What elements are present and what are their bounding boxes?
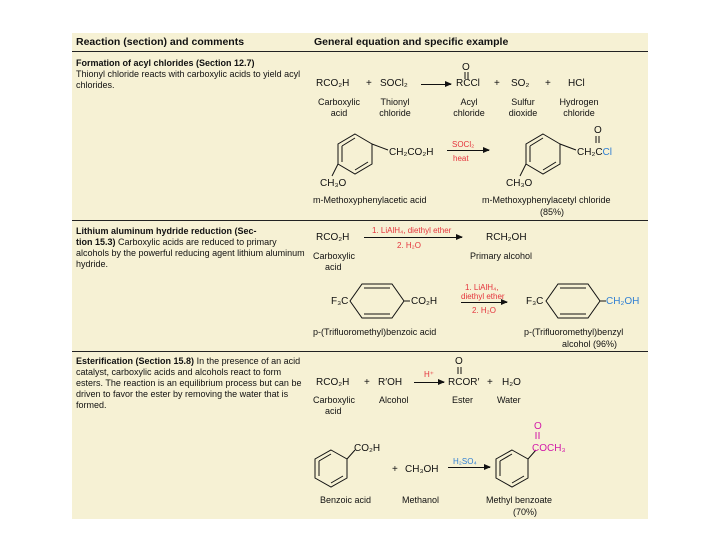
- reactant-side-chain: CH₂CO₂H: [389, 147, 434, 158]
- label-carboxylic-acid: Carboxylic acid: [313, 251, 356, 272]
- reagent-lialh4: 1. LiAlH₄, diethyl ether: [372, 226, 452, 235]
- double-bond: [594, 136, 604, 146]
- carbonyl-oxygen: O: [462, 62, 470, 73]
- reactant-thionyl-chloride: SOCl₂: [380, 78, 408, 89]
- plus-sign: +: [366, 78, 372, 89]
- label-thionyl-chloride: Thionyl chloride: [379, 97, 411, 118]
- double-bond: [534, 432, 544, 442]
- reaction-arrow: [414, 382, 444, 383]
- reagent-name: Methanol: [402, 495, 440, 505]
- section-acyl-chlorides-text: [76, 58, 306, 91]
- section-title: Formation of acyl chlorides (Section 12.7): [76, 58, 255, 68]
- section-esterification-text: [76, 356, 306, 411]
- product-ester: RCOR′: [448, 377, 480, 388]
- benzene-ring: [352, 280, 412, 325]
- hydroxymethyl-group: CH₂OH: [606, 296, 640, 307]
- plus-sign: +: [364, 377, 370, 388]
- methoxy-group: CH₃O: [320, 178, 347, 189]
- reactant-carboxylic-acid: RCO₂H: [316, 377, 350, 388]
- column-header-equation: General equation and specific example: [314, 36, 509, 48]
- section-title: Lithium aluminum hydride reduction (Sec-: [76, 226, 257, 236]
- section-lialh4-text: [76, 226, 306, 270]
- label-carboxylic-acid: Carboxylic acid: [313, 395, 356, 416]
- double-bond: [456, 367, 466, 377]
- column-header-reaction: Reaction (section) and comments: [76, 36, 245, 48]
- reactant-name: Benzoic acid: [320, 495, 372, 505]
- product-name: p-(Trifluoromethyl)benzyl: [524, 327, 624, 337]
- reagent-heat: heat: [453, 154, 469, 163]
- catalyst-sulfuric-acid: H₂SO₄: [453, 457, 477, 466]
- benzene-ring: [492, 448, 552, 498]
- product-acyl-chloride: RCCl: [456, 78, 480, 89]
- benzene-ring: [330, 132, 390, 182]
- reagent-lialh4: 1. LiAlH₄,: [465, 283, 499, 292]
- reactant-name: p-(Trifluoromethyl)benzoic acid: [313, 327, 437, 337]
- section-body: Thionyl chloride reacts with carboxylic acids to yield acyl chlorides.: [76, 69, 301, 90]
- label-sulfur-dioxide: Sulfur dioxide: [508, 97, 538, 118]
- reagent-thionyl-chloride: SOCl₂: [452, 140, 475, 149]
- section-divider: [72, 220, 648, 221]
- label-carboxylic-acid: Carboxylic acid: [317, 97, 360, 118]
- reactant-name: m-Methoxyphenylacetic acid: [313, 195, 427, 205]
- reaction-arrow: [447, 150, 489, 151]
- reagent-water: 2. H₂O: [397, 241, 421, 250]
- reagent-solvent: diethyl ether: [461, 292, 505, 301]
- reactant-methanol: CH₃OH: [405, 464, 439, 475]
- plus-sign: +: [494, 78, 500, 89]
- reactant-carboxylic-acid: RCO₂H: [316, 78, 350, 89]
- reagent-water: 2. H₂O: [472, 306, 496, 315]
- label-water: Water: [497, 395, 521, 405]
- reaction-arrow: [461, 302, 507, 303]
- reaction-arrow: [421, 84, 451, 85]
- label-ester: Ester: [452, 395, 474, 405]
- carbonyl-oxygen: O: [594, 125, 602, 136]
- catalyst-acid: H⁺: [424, 370, 434, 379]
- product-name: m-Methoxyphenylacetyl chloride: [482, 195, 611, 205]
- benzene-ring: [518, 132, 578, 182]
- product-side-chain: CH₂CCl: [577, 147, 612, 158]
- carboxyl-group: CO₂H: [411, 296, 438, 307]
- benzene-ring: [548, 280, 608, 325]
- reaction-arrow: [364, 237, 462, 238]
- carbonyl-oxygen: O: [455, 356, 463, 367]
- product-name-cont: alcohol (96%): [562, 339, 618, 349]
- product-water: H₂O: [502, 377, 521, 388]
- section-body: Carboxylic acids are reduced to primary alcohols by the powerful reducing agent lithium aluminum hydride.: [76, 237, 305, 269]
- benzene-ring: [311, 448, 371, 498]
- yield: (85%): [540, 207, 565, 217]
- carbonyl-oxygen: O: [534, 421, 542, 432]
- label-hydrogen-chloride: Hydrogen chloride: [559, 97, 599, 118]
- methoxy-group: CH₃O: [506, 178, 533, 189]
- plus-sign: +: [487, 377, 493, 388]
- trifluoromethyl-group: F₃C: [331, 296, 349, 307]
- section-title: Esterification (Section 15.8): [76, 356, 195, 366]
- product-sulfur-dioxide: SO₂: [511, 78, 530, 89]
- carboxyl-group: CO₂H: [354, 443, 381, 454]
- plus-sign: +: [545, 78, 551, 89]
- reaction-arrow: [448, 467, 490, 468]
- plus-sign: +: [392, 464, 398, 475]
- label-primary-alcohol: Primary alcohol: [470, 251, 533, 261]
- product-hcl: HCl: [568, 78, 585, 89]
- reactant-carboxylic-acid: RCO₂H: [316, 232, 350, 243]
- ester-group: COCH₃: [532, 443, 566, 454]
- section-title-cont: tion 15.3): [76, 237, 116, 247]
- product-name: Methyl benzoate: [486, 495, 553, 505]
- product-primary-alcohol: RCH₂OH: [486, 232, 527, 243]
- trifluoromethyl-group: F₃C: [526, 296, 544, 307]
- label-alcohol: Alcohol: [379, 395, 409, 405]
- yield: (70%): [513, 507, 538, 517]
- reactant-alcohol: R′OH: [378, 377, 403, 388]
- header-divider: [72, 51, 648, 52]
- section-divider: [72, 351, 648, 352]
- label-acyl-chloride: Acyl chloride: [453, 97, 485, 118]
- section-body: In the presence of an acid catalyst, carboxylic acids and alcohols react to form esters. The reaction is an equilibrium process but can be driven to favor the ester by removing the water that is formed.: [76, 356, 302, 410]
